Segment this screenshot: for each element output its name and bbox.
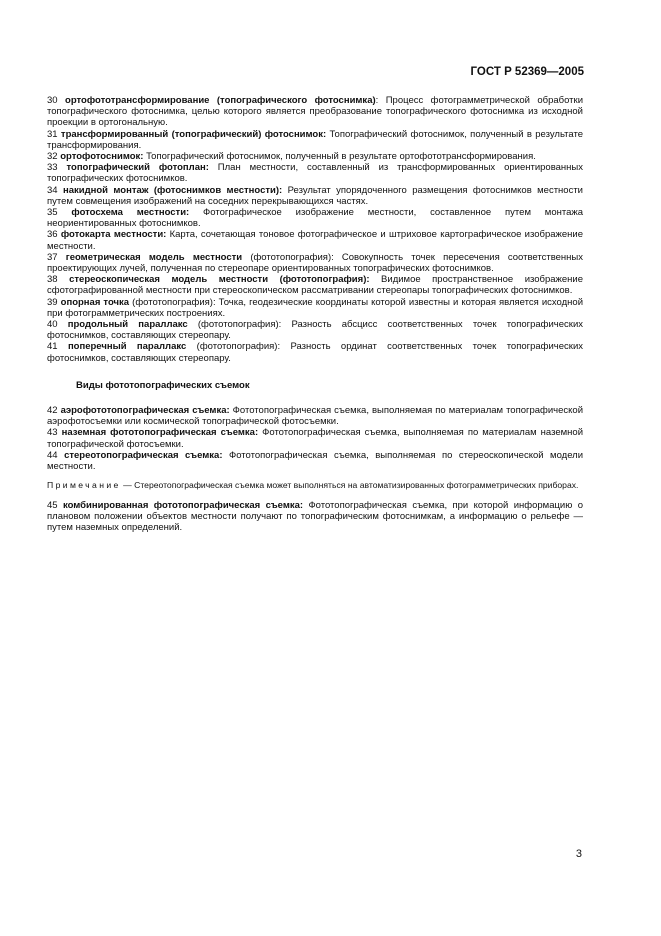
term-entry [47,185,583,207]
term-entry [47,207,583,229]
term-name: накидной монтаж (фотоснимков местности): [62,184,283,196]
document-body [47,95,583,533]
term-number: 34 [47,184,58,196]
term-name: фотокарта местности: [60,229,167,241]
term-entry [47,229,583,251]
term-definition: Фототопографическая съемка, при которой информацию о плановом положении объектов местности получают по топографическим фотоснимкам, а информацию о рельефе — путем наземных определений. [47,499,584,534]
term-entry [47,405,583,427]
term-entry [47,427,583,449]
term-definition: Видимое пространственное изображение сфотографированной местности при стереоскопическом рассматривании стереопары топографических фотоснимков. [47,274,584,297]
term-definition: Топографический фотоснимок, полученный в результате ортофототрансформирования. [143,151,536,163]
term-definition: Фототопографическая съемка, выполняемая по материалам топографической аэрофотосъемки или космической топографической фотосъемки. [47,405,584,428]
term-number: 44 [47,449,58,461]
term-definition: Результат упорядоченного размещения фотоснимков местности путем совмещения изображений на соседних перекрывающихся частях. [47,184,583,207]
terms-group-b [47,405,583,472]
term-number: 43 [47,427,58,439]
term-entry [47,500,583,534]
term-entry [47,274,583,296]
term-number: 37 [47,251,58,263]
term-name: поперечный параллакс [67,341,187,353]
term-entry [47,162,583,184]
term-name: стереотопографическая съемка: [64,449,223,461]
standard-designation: ГОСТ Р 52369—2005 [470,66,584,78]
term-definition: (фототопография): Совокупность точек пересечения соответственных проектирующих лучей, полученная по стереопаре ориентированных топографических фотоснимков. [47,251,584,275]
term-number: 32 [47,151,58,163]
term-definition: Фотографическое изображение местности, составленное путем монтажа неориентированных фотоснимков. [47,207,584,230]
term-definition: План местности, составленный из трансформированных ориентированных топографических фотоснимков. [47,162,583,185]
term-definition: Фототопографическая съемка, выполняемая по материалам наземной топографической фотосъемки. [47,427,583,450]
term-definition: Фототопографическая съемка, выполняемая по стереоскопической модели местности. [47,449,584,473]
term-entry [47,151,583,162]
term-name: топографический фотоплан: [66,162,209,174]
term-separator: : [375,95,379,106]
term-number: 42 [47,405,58,417]
term-name: геометрическая модель местности [65,251,243,263]
term-number: 41 [47,341,58,353]
term-entry [47,129,583,151]
term-entry [47,297,583,319]
term-definition: (фототопография): Разность ординат соответственных точек топографических фотоснимков, составляющих стереопару. [47,341,583,364]
term-number: 35 [47,207,58,219]
term-entry [47,341,583,363]
term-name: наземная фототопографическая съемка: [61,427,259,439]
term-name: аэрофототопографическая съемка: [60,405,230,417]
term-number: 40 [47,319,58,331]
term-definition: Процесс фотограмметрической обработки топографического фотоснимка, целью которого является преобразование топографического фотоснимка из исходной проекции в ортогональную. [47,95,583,129]
page-number: 3 [575,848,582,860]
term-number: 31 [47,128,58,140]
term-definition: (фототопография): Разность абсцисс соответственных точек топографических фотоснимков, составляющих стереопару. [47,319,583,342]
term-entry [47,252,583,274]
term-entry [47,450,583,472]
term-definition: Карта, сочетающая тоновое фотографическое и штриховое картографическое изображение местности. [47,229,584,252]
term-name: продольный параллакс [67,319,188,331]
term-number: 39 [47,296,58,308]
terms-group-c [47,500,583,534]
term-entry [47,319,583,341]
term-name: стереоскопическая модель местности (фототопография): [69,274,370,286]
term-number: 33 [47,162,58,174]
section-title: Виды фототопографических съемок [76,379,250,391]
term-definition: (фототопография): Точка, геодезические координаты которой известны и которая является исходной при фотограмметрических построениях. [47,296,584,319]
term-name: ортофототрансформирование (топографического фотоснимка) [65,95,376,106]
term-number: 38 [47,274,58,286]
note [47,480,583,490]
term-number: 30 [47,95,58,106]
term-name: опорная точка [60,296,130,308]
term-number: 36 [47,229,58,241]
term-definition: Топографический фотоснимок, полученный в результате трансформирования. [47,128,584,151]
terms-group-a [47,95,583,364]
note-label: Примечание [47,480,121,491]
term-name: ортофотоснимок: [60,151,144,163]
term-name: фотосхема местности: [71,207,190,219]
term-number: 45 [47,499,58,511]
term-name: комбинированная фототопографическая съемка: [62,499,304,511]
note-text: — Стереотопографическая съемка может выполняться на автоматизированных фотограмметрических приборах. [120,480,579,491]
term-name: трансформированный (топографический) фотоснимок: [60,128,327,140]
term-entry [47,95,583,129]
